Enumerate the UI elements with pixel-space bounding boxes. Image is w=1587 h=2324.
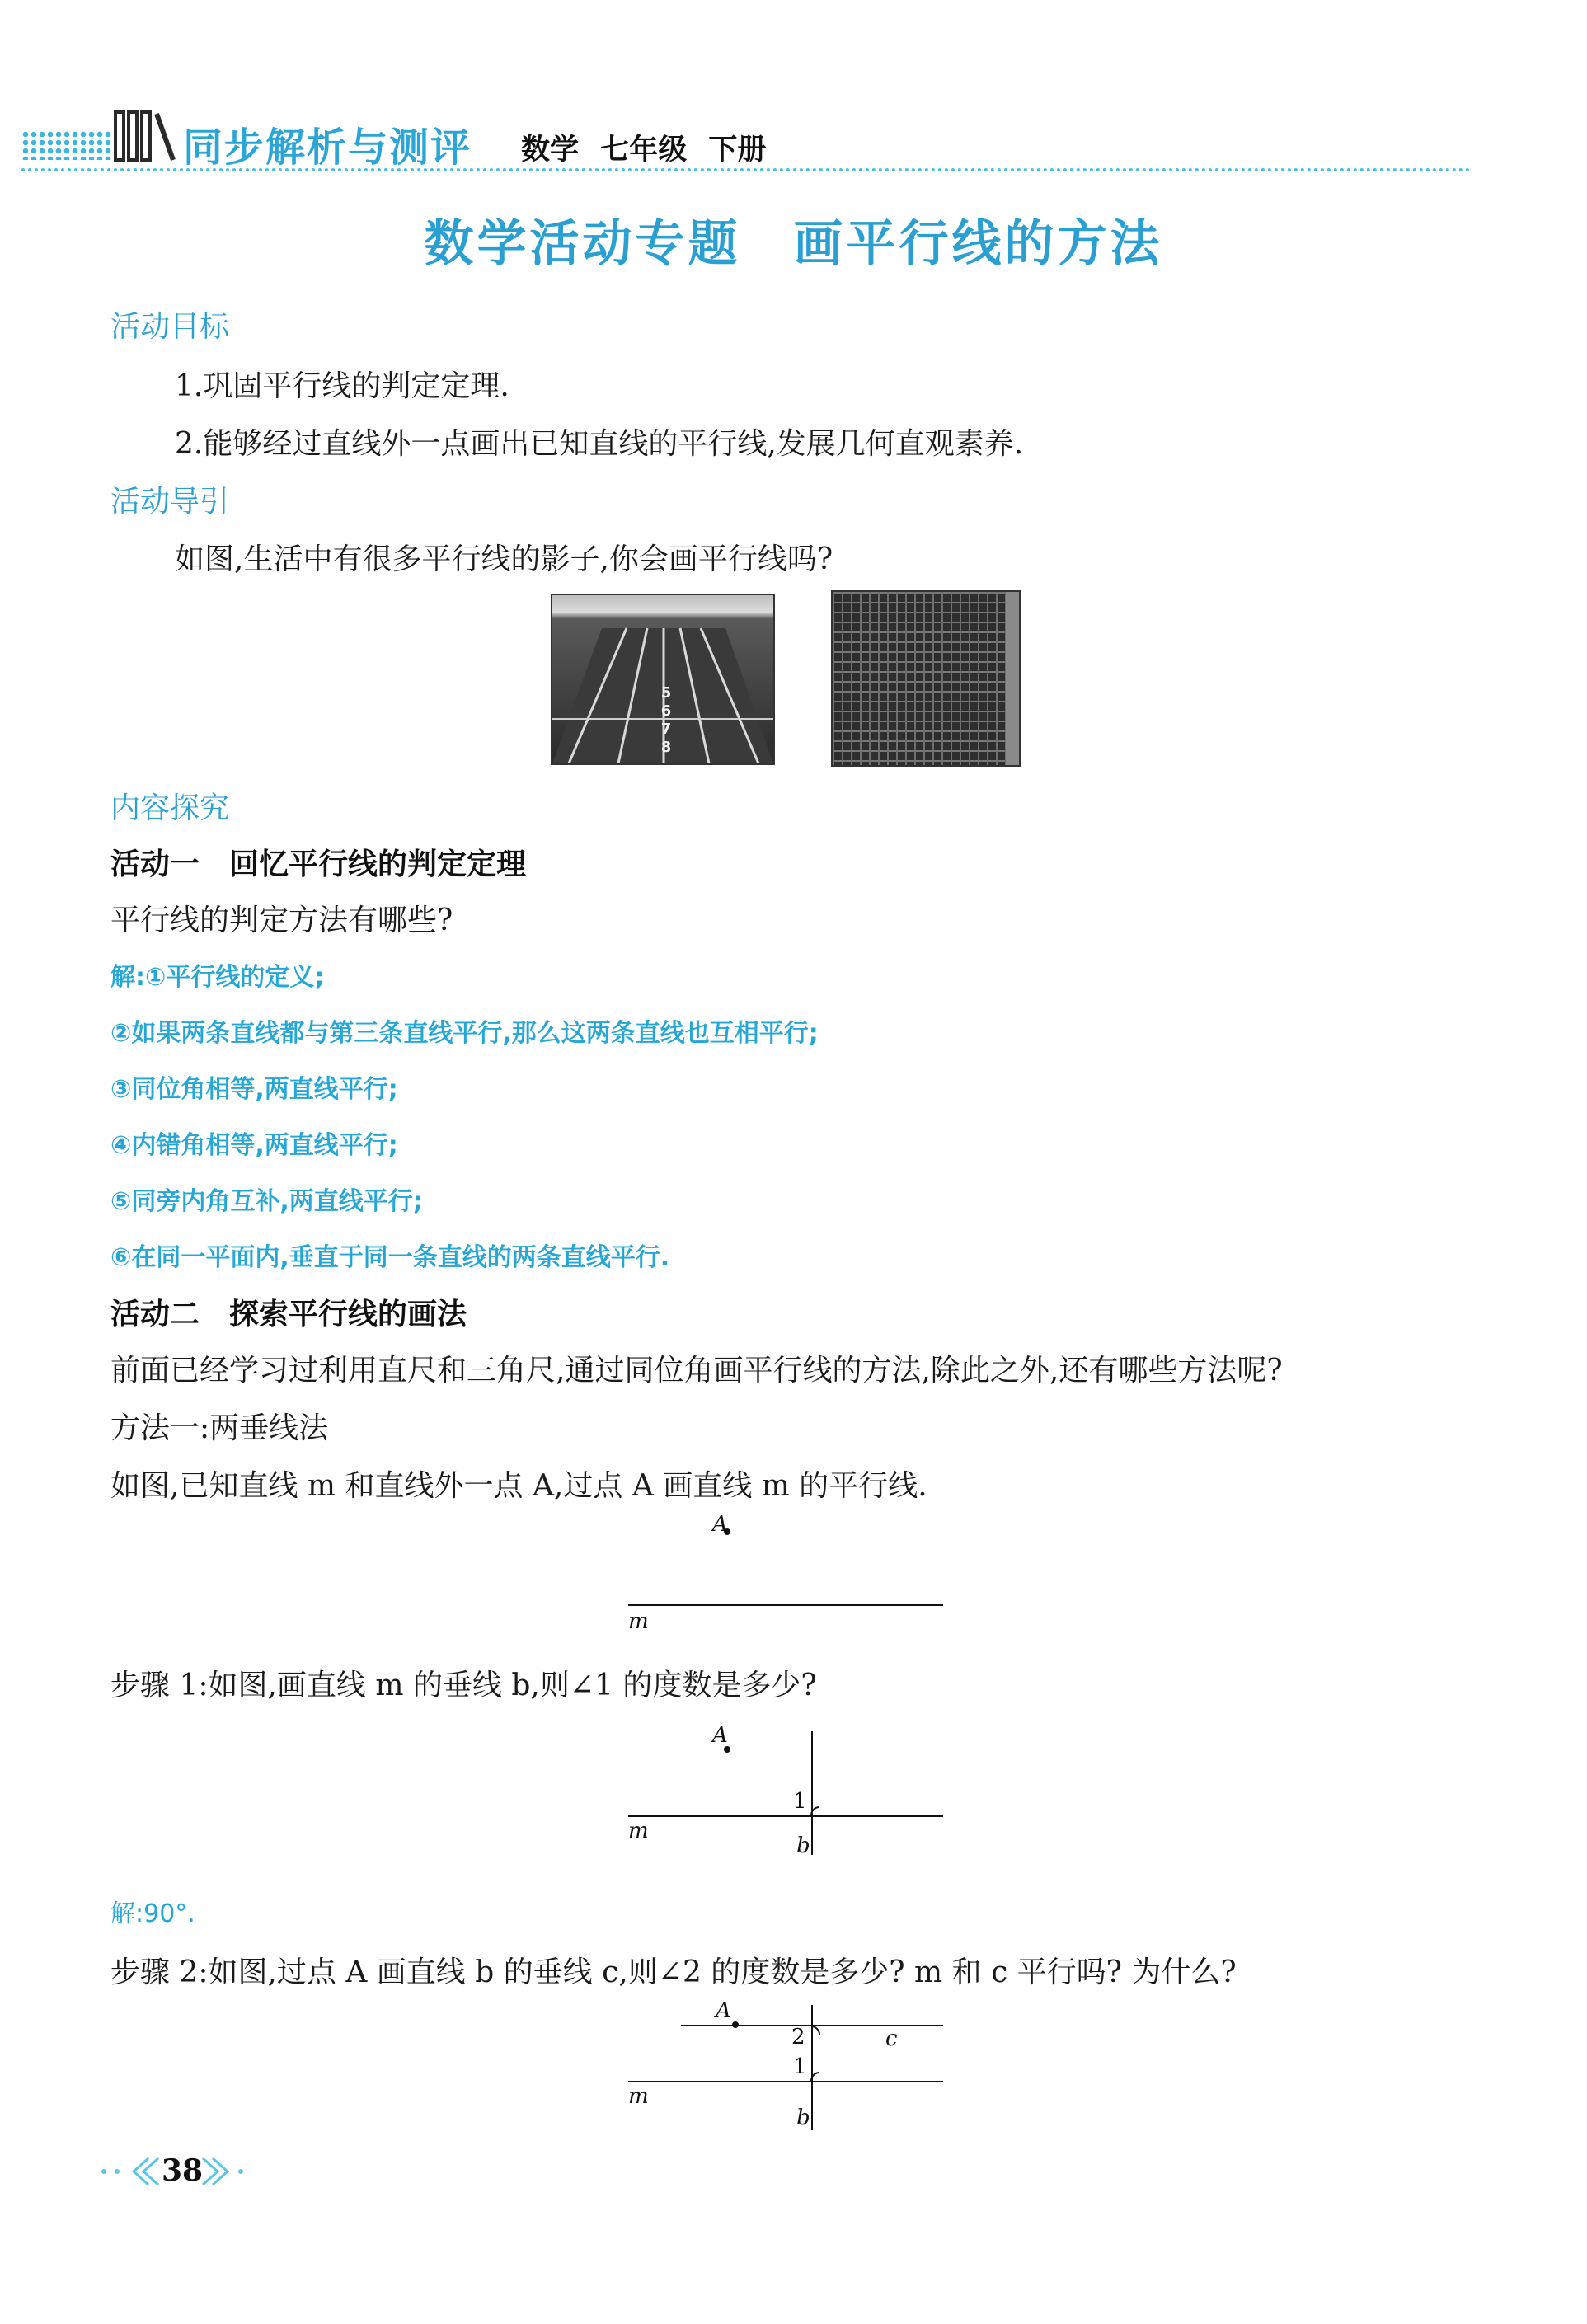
angle-1-label: 1 — [793, 2054, 807, 2079]
step1-answer: 解:90°. — [110, 1899, 195, 1928]
figure-2 — [623, 1723, 953, 1863]
page-title: 数学活动专题 画平行线的方法 — [424, 215, 1163, 273]
activity2-heading: 活动二 探索平行线的画法 — [110, 1298, 467, 1331]
activity1-answer-4: ④内错角相等,两直线平行; — [110, 1131, 398, 1160]
point-a-label: A — [712, 1723, 728, 1748]
guide-text: 如图,生活中有很多平行线的影子,你会画平行线吗? — [175, 542, 833, 576]
lane-number: 5 — [660, 684, 672, 702]
lane-number: 6 — [660, 702, 672, 720]
method1-label: 方法一:两垂线法 — [110, 1411, 329, 1445]
books-icon — [114, 109, 178, 163]
point-a-dot — [732, 2021, 739, 2028]
section-goals-label: 活动目标 — [110, 310, 230, 344]
point-a-label: A — [712, 1512, 728, 1537]
header-divider — [21, 168, 1471, 171]
line-b-label: b — [796, 2106, 810, 2130]
angle-1-label: 1 — [793, 1789, 807, 1814]
point-a-label: A — [716, 1998, 731, 2023]
header-subject: 数学 — [521, 134, 580, 167]
header-grade: 七年级 — [600, 134, 688, 167]
lane-number: 8 — [660, 739, 672, 756]
activity1-answer-2: ②如果两条直线都与第三条直线平行,那么这两条直线也互相平行; — [110, 1019, 819, 1048]
step1-text: 步骤 1:如图,画直线 m 的垂线 b,则∠1 的度数是多少? — [110, 1669, 817, 1702]
line-m — [628, 1604, 943, 1606]
activity1-question: 平行线的判定方法有哪些? — [110, 904, 453, 937]
header-dot-pattern — [21, 130, 112, 160]
section-guide-label: 活动导引 — [110, 485, 230, 519]
goal-item-1: 1.巩固平行线的判定定理. — [175, 369, 509, 403]
activity2-intro: 前面已经学习过利用直尺和三角尺,通过同位角画平行线的方法,除此之外,还有哪些方法呢? — [110, 1354, 1283, 1387]
angle-2-label: 2 — [791, 2025, 805, 2049]
lane-number: 7 — [660, 721, 672, 738]
building-facade-photo — [831, 590, 1021, 767]
line-m-label: m — [628, 1819, 649, 1843]
angle-1-arc — [806, 1802, 823, 1819]
activity1-answer-6: ⑥在同一平面内,垂直于同一条直线的两条直线平行. — [110, 1243, 670, 1272]
figure-3 — [623, 1998, 953, 2143]
activity1-answer-1: 解:①平行线的定义; — [110, 963, 325, 992]
line-b-label: b — [796, 1833, 810, 1858]
method1-problem: 如图,已知直线 m 和直线外一点 A,过点 A 画直线 m 的平行线. — [110, 1469, 927, 1503]
running-track-photo — [551, 594, 775, 765]
track-lane-numbers — [658, 684, 674, 757]
step2-text: 步骤 2:如图,过点 A 画直线 b 的垂线 c,则∠2 的度数是多少? m 和 c 平行吗? 为什么? — [110, 1955, 1237, 1989]
line-c-label: c — [885, 2026, 898, 2051]
activity1-answer-5: ⑤同旁内角互补,两直线平行; — [110, 1187, 423, 1216]
line-m — [628, 1815, 943, 1817]
angle-2-arc — [806, 2023, 823, 2040]
figure-1 — [623, 1512, 953, 1649]
header-meta — [521, 127, 766, 168]
activity1-heading: 活动一 回忆平行线的判定定理 — [110, 847, 527, 881]
page-number: 38 — [162, 2153, 204, 2188]
line-m-label: m — [628, 2084, 649, 2109]
header-volume: 下册 — [708, 134, 767, 167]
section-explore-label: 内容探究 — [110, 791, 230, 825]
line-m — [628, 2081, 943, 2082]
activity1-answer-3: ③同位角相等,两直线平行; — [110, 1075, 398, 1104]
line-m-label: m — [628, 1609, 649, 1634]
angle-1-arc — [806, 2068, 823, 2084]
line-b — [811, 1731, 813, 1855]
building-edge — [1006, 592, 1019, 765]
header-brand: 同步解析与测评 — [183, 124, 472, 171]
goal-item-2: 2.能够经过直线外一点画出已知直线的平行线,发展几何直观素养. — [175, 427, 1024, 461]
